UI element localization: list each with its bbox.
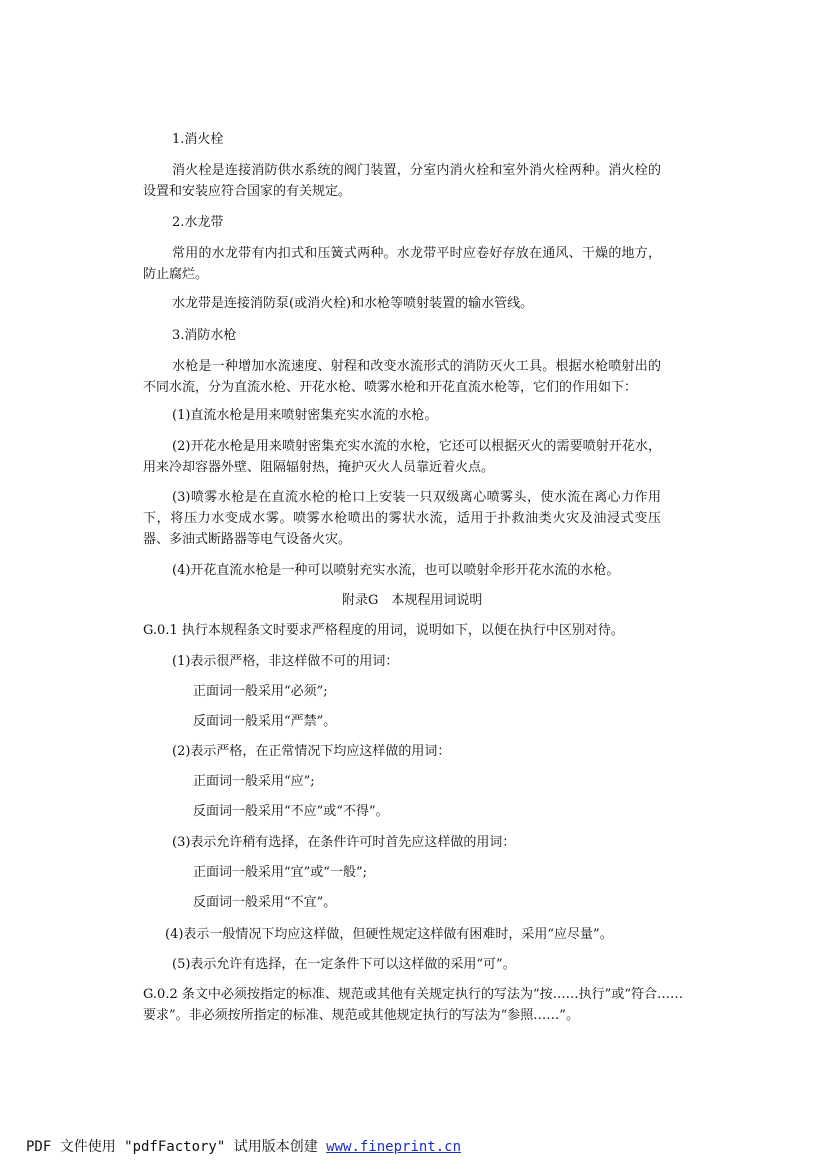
pdf-footer [26, 1137, 461, 1157]
heading-fire-hose: 2.水龙带 [172, 215, 224, 230]
list-item-spray-flower-nozzle: (2)开花水枪是用来喷射密集充实水流的水枪，它还可以根据灭火的需要喷射开花水，用来冷却容器外壁、阻隔辐射热，掩护灭火人员靠近着火点。 [143, 439, 661, 475]
paragraph-fire-nozzle: 水枪是一种增加水流速度、射程和改变水流形式的消防灭火工具。根据水枪喷射出的不同水流，分为直流水枪、开花水枪、喷雾水枪和开花直流水枪等，它们的作用如下： [143, 359, 661, 395]
list-item-fog-nozzle: (3)喷雾水枪是在直流水枪的枪口上安装一只双级离心喷雾头，使水流在离心力作用下，将压力水变成水雾。喷雾水枪喷出的雾状水流，适用于扑救油类火灾及油浸式变压器、多油式断路器等电气设备火灾。 [143, 490, 661, 547]
term-very-strict: (1)表示很严格，非这样做不可的用词： [172, 654, 399, 669]
appendix-title: 附录G 本规程用词说明 [342, 593, 483, 608]
term-very-strict-negative: 反面词一般采用“严禁”。 [193, 714, 337, 729]
clause-g02: G.0.2 条文中必须按指定的标准、规范或其他有关规定执行的写法为“按……执行”或“符合……要求”。非必须按所指定的标准、规范或其他规定执行的写法为“参照……”。 [143, 987, 683, 1023]
heading-fire-nozzle: 3.消防水枪 [172, 328, 237, 343]
clause-g01: G.0.1 执行本规程条文时要求严格程度的用词，说明如下，以便在执行中区别对待。 [143, 623, 624, 638]
term-preferred-positive: 正面词一般采用“宜”或“一般”; [193, 865, 367, 880]
heading-fire-hydrant: 1.消火栓 [172, 132, 224, 147]
term-as-far-as-possible: (4)表示一般情况下均应这样做，但硬性规定这样做有困难时，采用“应尽量”。 [165, 927, 613, 942]
term-strict: (2)表示严格，在正常情况下均应这样做的用词： [172, 744, 451, 759]
term-preferred: (3)表示允许稍有选择，在条件许可时首先应这样做的用词： [172, 835, 516, 850]
footer-text: PDF 文件使用 "pdfFactory" 试用版本创建 [26, 1139, 318, 1155]
term-preferred-negative: 反面词一般采用“不宜”。 [193, 895, 337, 910]
paragraph-fire-hose-definition: 水龙带是连接消防泵(或消火栓)和水枪等喷射装置的输水管线。 [172, 296, 534, 311]
term-permissible: (5)表示允许有选择，在一定条件下可以这样做的采用“可”。 [172, 957, 516, 972]
term-strict-positive: 正面词一般采用“应”; [193, 774, 315, 789]
term-strict-negative: 反面词一般采用“不应”或“不得”。 [193, 804, 389, 819]
list-item-straight-nozzle: (1)直流水枪是用来喷射密集充实水流的水枪。 [172, 408, 438, 423]
term-very-strict-positive: 正面词一般采用“必须”; [193, 684, 328, 699]
footer-link[interactable]: www.fineprint.cn [326, 1139, 462, 1155]
paragraph-fire-hydrant: 消火栓是连接消防供水系统的阀门装置，分室内消火栓和室外消火栓两种。消火栓的设置和安装应符合国家的有关规定。 [143, 163, 661, 199]
list-item-combination-nozzle: (4)开花直流水枪是一种可以喷射充实水流，也可以喷射伞形开花水流的水枪。 [172, 563, 620, 578]
paragraph-fire-hose-types: 常用的水龙带有内扣式和压簧式两种。水龙带平时应卷好存放在通风、干燥的地方，防止腐烂。 [143, 246, 661, 282]
